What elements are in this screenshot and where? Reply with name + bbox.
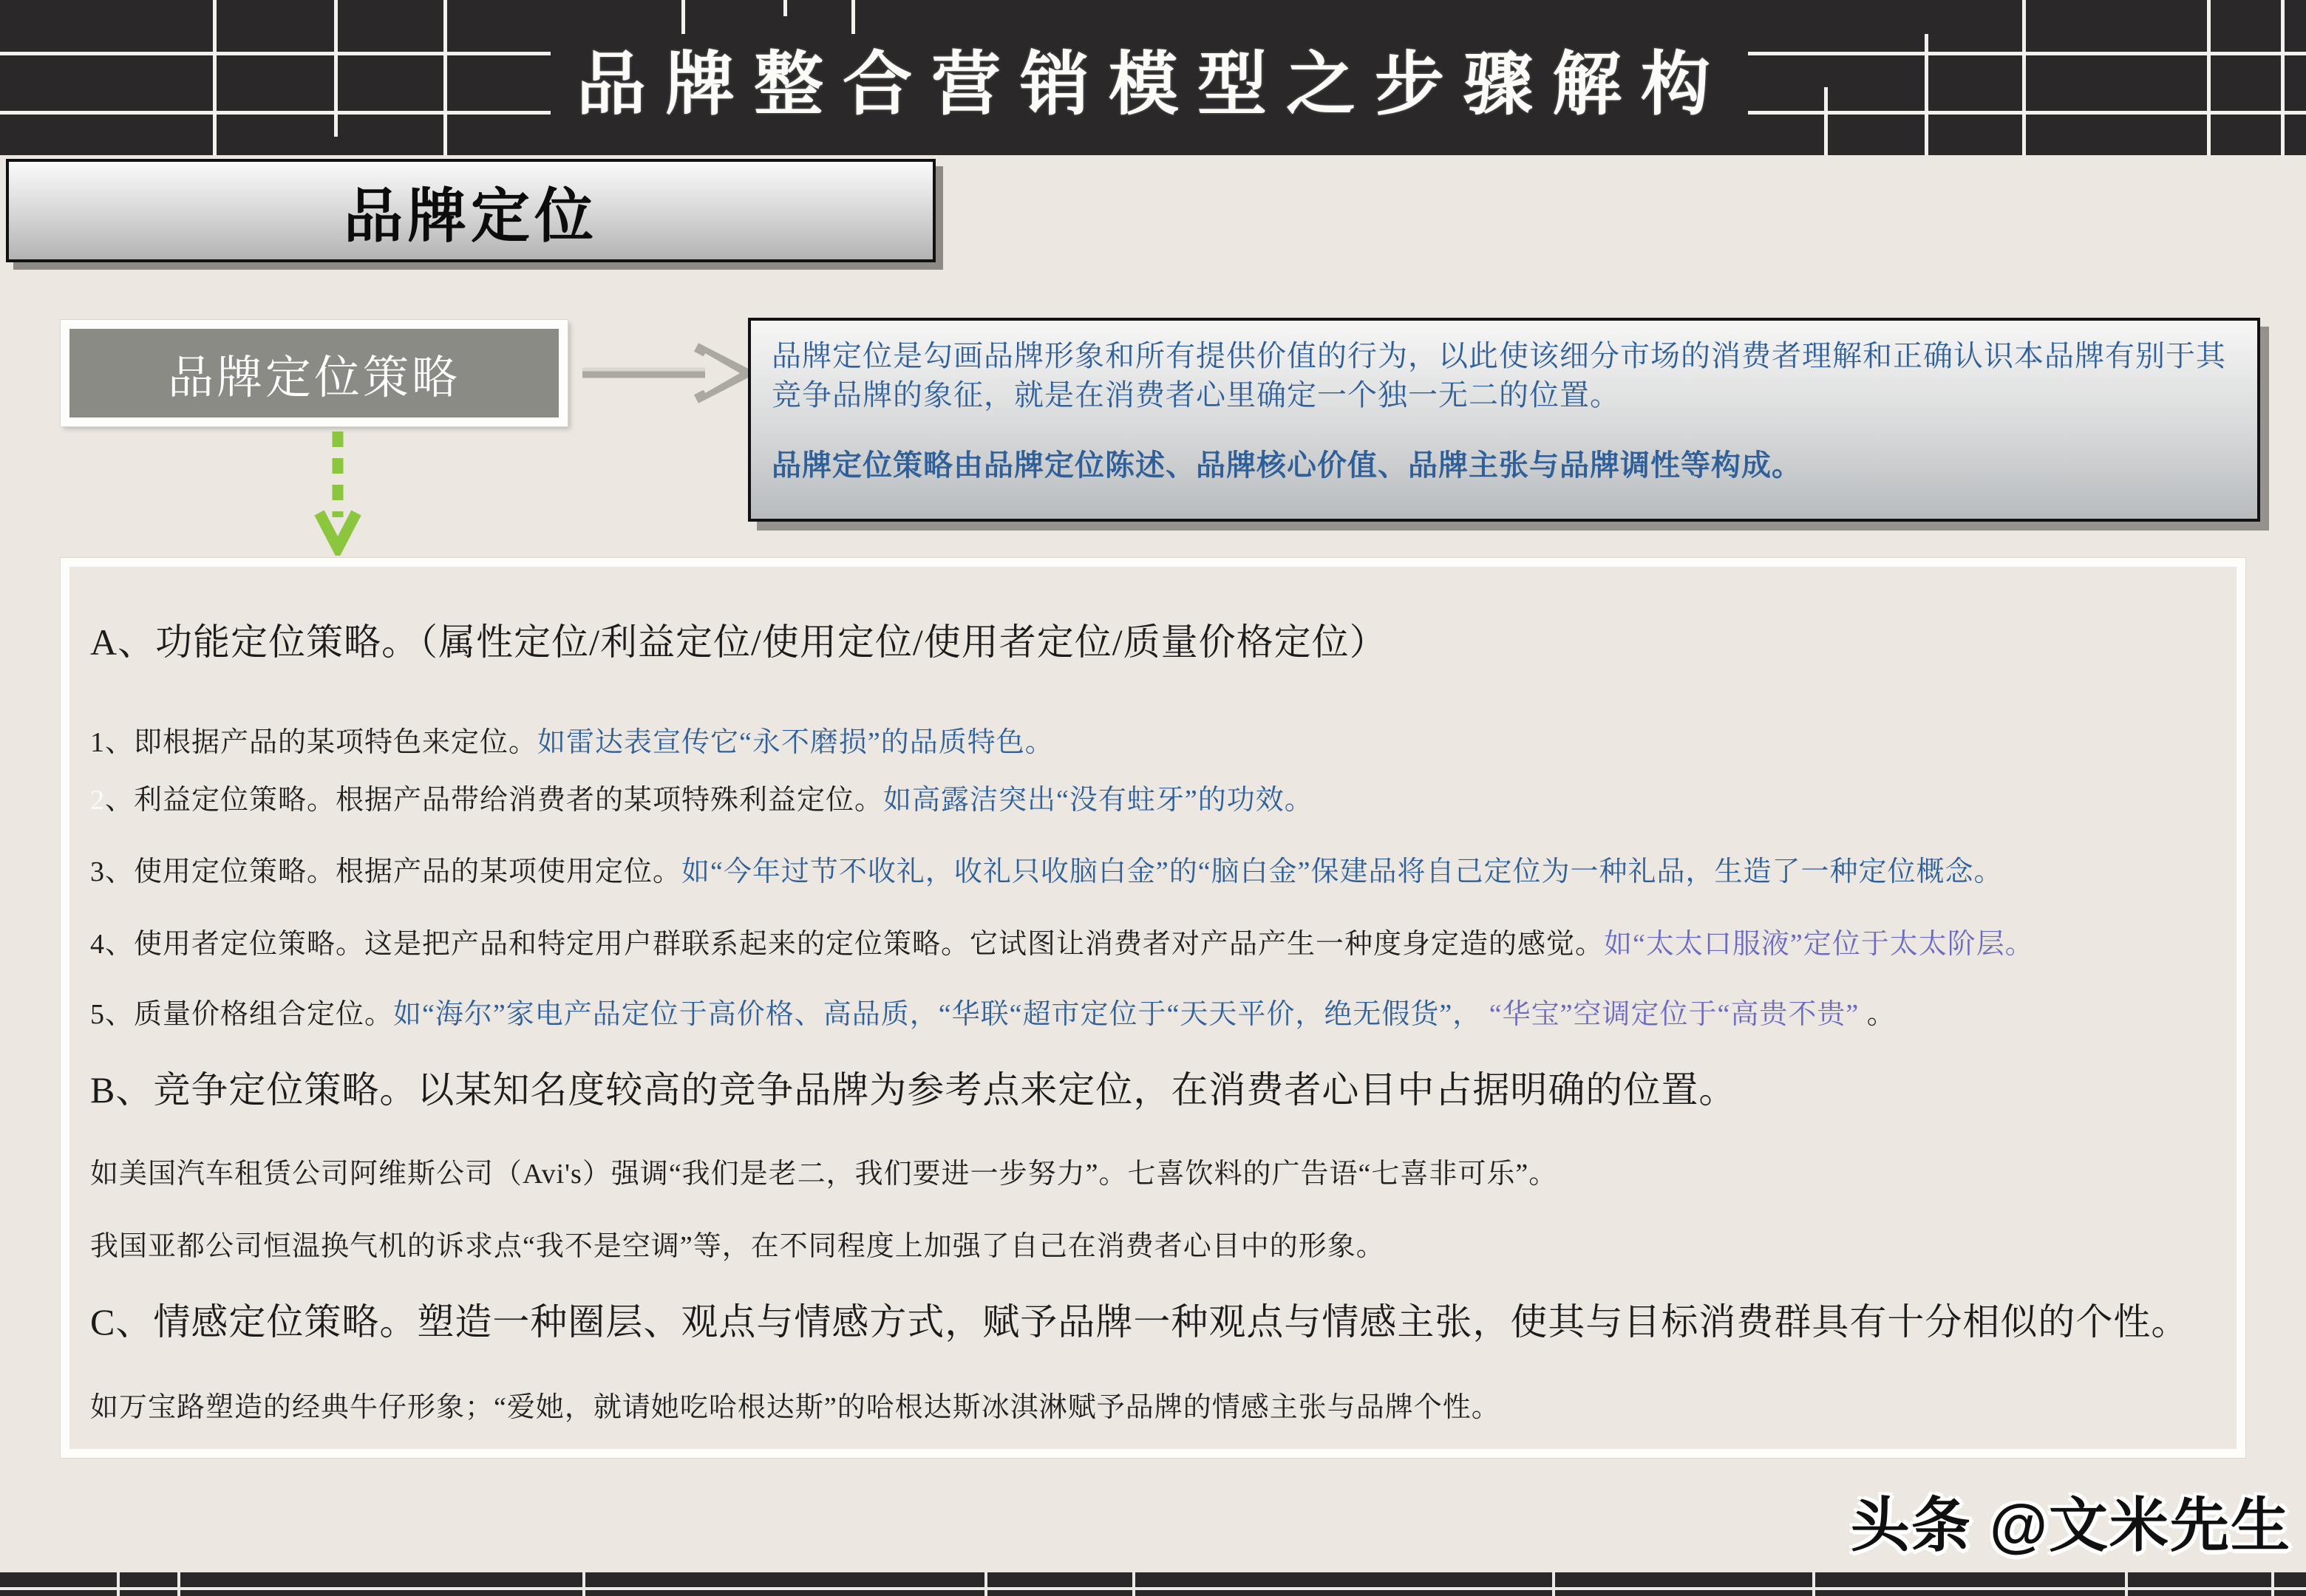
grid-line xyxy=(2271,1572,2274,1596)
item-2 xyxy=(90,777,1313,817)
item-5-period: 。 xyxy=(1859,999,1896,1030)
definition-paragraph: 品牌定位是勾画品牌形象和所有提供价值的行为，以此使该细分市场的消费者理解和正确认识本品牌有别于其竞争品牌的象征，就是在消费者心里确定一个独一无二的位置。 xyxy=(772,339,2226,412)
grid-line xyxy=(1552,1572,1555,1596)
right-arrow-icon xyxy=(578,341,755,405)
content-box xyxy=(61,558,2245,1458)
header-banner xyxy=(0,0,2306,155)
grid-line xyxy=(177,1572,180,1596)
grid-line xyxy=(1132,1572,1135,1596)
item-4-text: 4、使用者定位策略。这是把产品和特定用户群联系起来的定位策略。它试图让消费者对产品产生一种度身定造的感觉。 xyxy=(90,929,1605,960)
definition-box xyxy=(748,318,2260,522)
definition-paragraph-bold: 品牌定位策略由品牌定位陈述、品牌核心价值、品牌主张与品牌调性等构成。 xyxy=(772,448,1802,482)
grid-line xyxy=(1812,1572,1815,1596)
footer-bar xyxy=(0,1572,2306,1596)
section-b-heading: B、竞争定位策略。以某知名度较高的竞争品牌为参考点来定位，在消费者心目中占据明确的位置。 xyxy=(90,1069,1737,1111)
section-c-example: 如万宝路塑造的经典牛仔形象；“爱她，就请她吃哈根达斯”的哈根达斯冰淇淋赋予品牌的情感主张与品牌个性。 xyxy=(90,1392,1500,1423)
item-1-text: 1、即根据产品的某项特色来定位。 xyxy=(90,727,538,758)
grid-line xyxy=(984,1572,987,1596)
section-c-heading: C、情感定位策略。塑造一种圈层、观点与情感方式，赋予品牌一种观点与情感主张，使其与目标消费群具有十分相似的个性。 xyxy=(90,1301,2189,1343)
section-title-label: 品牌定位 xyxy=(344,183,598,249)
item-3-example: 如“今年过节不收礼，收礼只收脑白金”的“脑白金”保建品将自己定位为一种礼品，生造了一种定位概念。 xyxy=(681,856,2003,887)
item-2-number: 2 xyxy=(90,785,105,816)
grid-line xyxy=(0,1587,2306,1590)
item-1-example: 如雷达表宣传它“永不磨损”的品质特色。 xyxy=(537,727,1054,758)
grid-line xyxy=(117,1572,120,1596)
down-arrow-icon xyxy=(312,430,364,556)
strategy-label: 品牌定位策略 xyxy=(167,352,460,403)
grid-line xyxy=(582,1572,585,1596)
item-2-text: 、利益定位策略。根据产品带给消费者的某项特殊利益定位。 xyxy=(105,785,884,816)
item-1 xyxy=(90,719,1054,760)
item-3-text: 3、使用定位策略。根据产品的某项使用定位。 xyxy=(90,856,682,887)
section-a-heading: A、功能定位策略。（属性定位/利益定位/使用定位/使用者定位/质量价格定位） xyxy=(90,621,1387,663)
strategy-label-box xyxy=(61,320,568,426)
item-5 xyxy=(90,991,1896,1031)
section-b-example-1: 如美国汽车租赁公司阿维斯公司（Avi's）强调“我们是老二，我们要进一步努力”。七喜饮料的广告语“七喜非可乐”。 xyxy=(90,1159,1558,1190)
section-b-example-2: 我国亚都公司恒温换气机的诉求点“我不是空调”等，在不同程度上加强了自己在消费者心目中的形象。 xyxy=(90,1231,1385,1262)
item-4 xyxy=(90,921,2034,961)
item-5-example-2: “华宝”空调定位于“高贵不贵” xyxy=(1481,999,1860,1030)
item-3 xyxy=(90,848,2003,889)
section-title-box xyxy=(6,159,936,262)
item-2-example: 如高露洁突出“没有蛀牙”的功效。 xyxy=(883,785,1313,816)
item-4-example: 如“太太口服液”定位于太太阶层。 xyxy=(1604,929,2034,960)
item-5-text: 5、质量价格组合定位。 xyxy=(90,999,394,1030)
grid-line xyxy=(2125,1572,2128,1596)
item-5-example: 如“海尔”家电产品定位于高价格、高品质，“华联“超市定位于“天天平价，绝无假货”， xyxy=(393,999,1482,1030)
page-title: 品牌整合营销模型之步骤解构 xyxy=(576,46,1730,123)
watermark: 头条 @文米先生 xyxy=(1850,1493,2291,1558)
